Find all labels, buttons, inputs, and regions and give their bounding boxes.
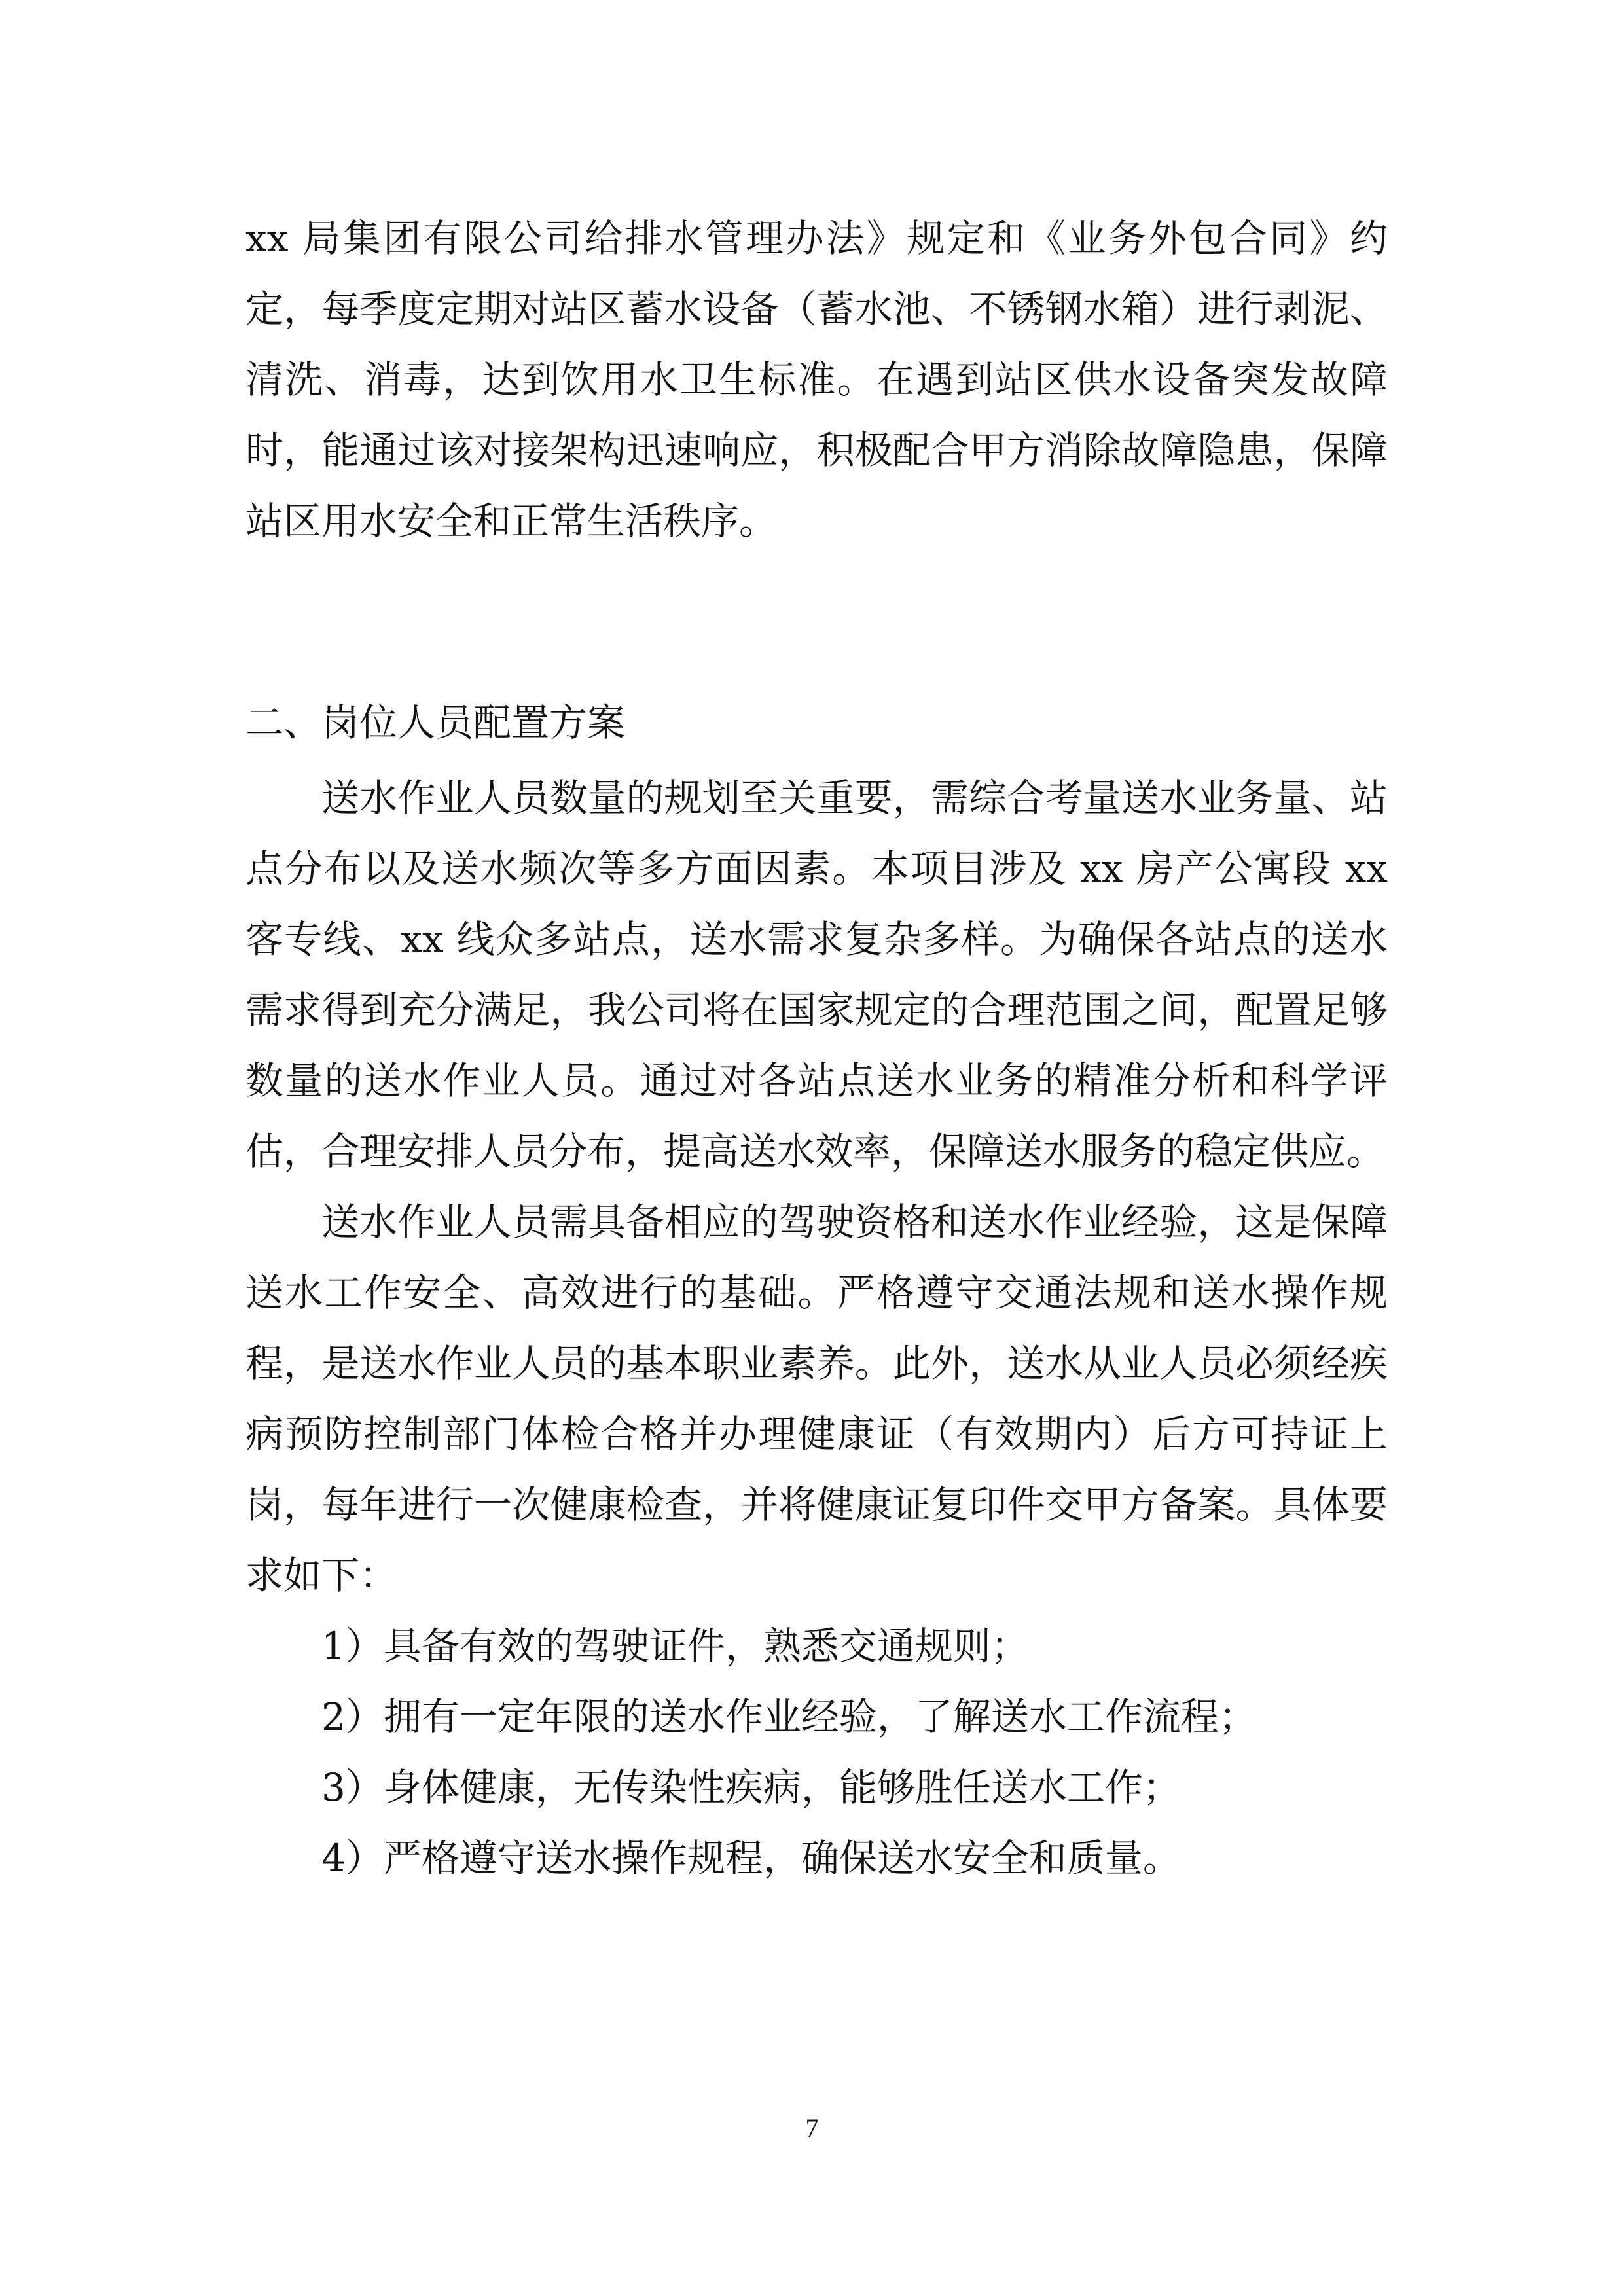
section-heading: 二、岗位人员配置方案 xyxy=(245,700,626,745)
paragraph-staffing-plan: 送水作业人员数量的规划至关重要，需综合考量送水业务量、站点分布以及送水频次等多方面因素。本项目涉及 xx 房产公寓段 xx 客专线、xx 线众多站点，送水需求复杂多样。为确保各站点的送水需求得到充分满足，我公司将在国家规定的合理范围之间，配置足够数量的送水作业人员。通过对各站点送水业务的精准分析和科学评估，合理安排人员分布，提高送水效率，保障送水服务的稳定供应。 xyxy=(245,776,1388,1174)
intro-paragraph: xx 局集团有限公司给排水管理办法》规定和《业务外包合同》约定，每季度定期对站区蓄水设备（蓄水池、不锈钢水箱）进行剥泥、清洗、消毒，达到饮用水卫生标准。在遇到站区供水设备突发故障时，能通过该对接架构迅速响应，积极配合甲方消除故障隐患，保障站区用水安全和正常生活秩序。 xyxy=(245,216,1388,543)
section-body xyxy=(245,762,1388,1893)
requirement-item: 2）拥有一定年限的送水作业经验，了解送水工作流程； xyxy=(321,1695,1257,1739)
requirement-item: 1）具备有效的驾驶证件，熟悉交通规则； xyxy=(321,1624,1029,1668)
page-number: 7 xyxy=(805,2113,819,2143)
requirement-item: 3）身体健康，无传染性疾病，能够胜任送水工作； xyxy=(321,1765,1181,1810)
paragraph-staff-qualifications: 送水作业人员需具备相应的驾驶资格和送水作业经验，这是保障送水工作安全、高效进行的基础。严格遵守交通法规和送水操作规程，是送水作业人员的基本职业素养。此外，送水从业人员必须经疾病预防控制部门体检合格并办理健康证（有效期内）后方可持证上岗，每年进行一次健康检查，并将健康证复印件交甲方备案。具体要求如下： xyxy=(245,1200,1388,1598)
requirement-item: 4）严格遵守送水操作规程，确保送水安全和质量。 xyxy=(321,1836,1181,1880)
